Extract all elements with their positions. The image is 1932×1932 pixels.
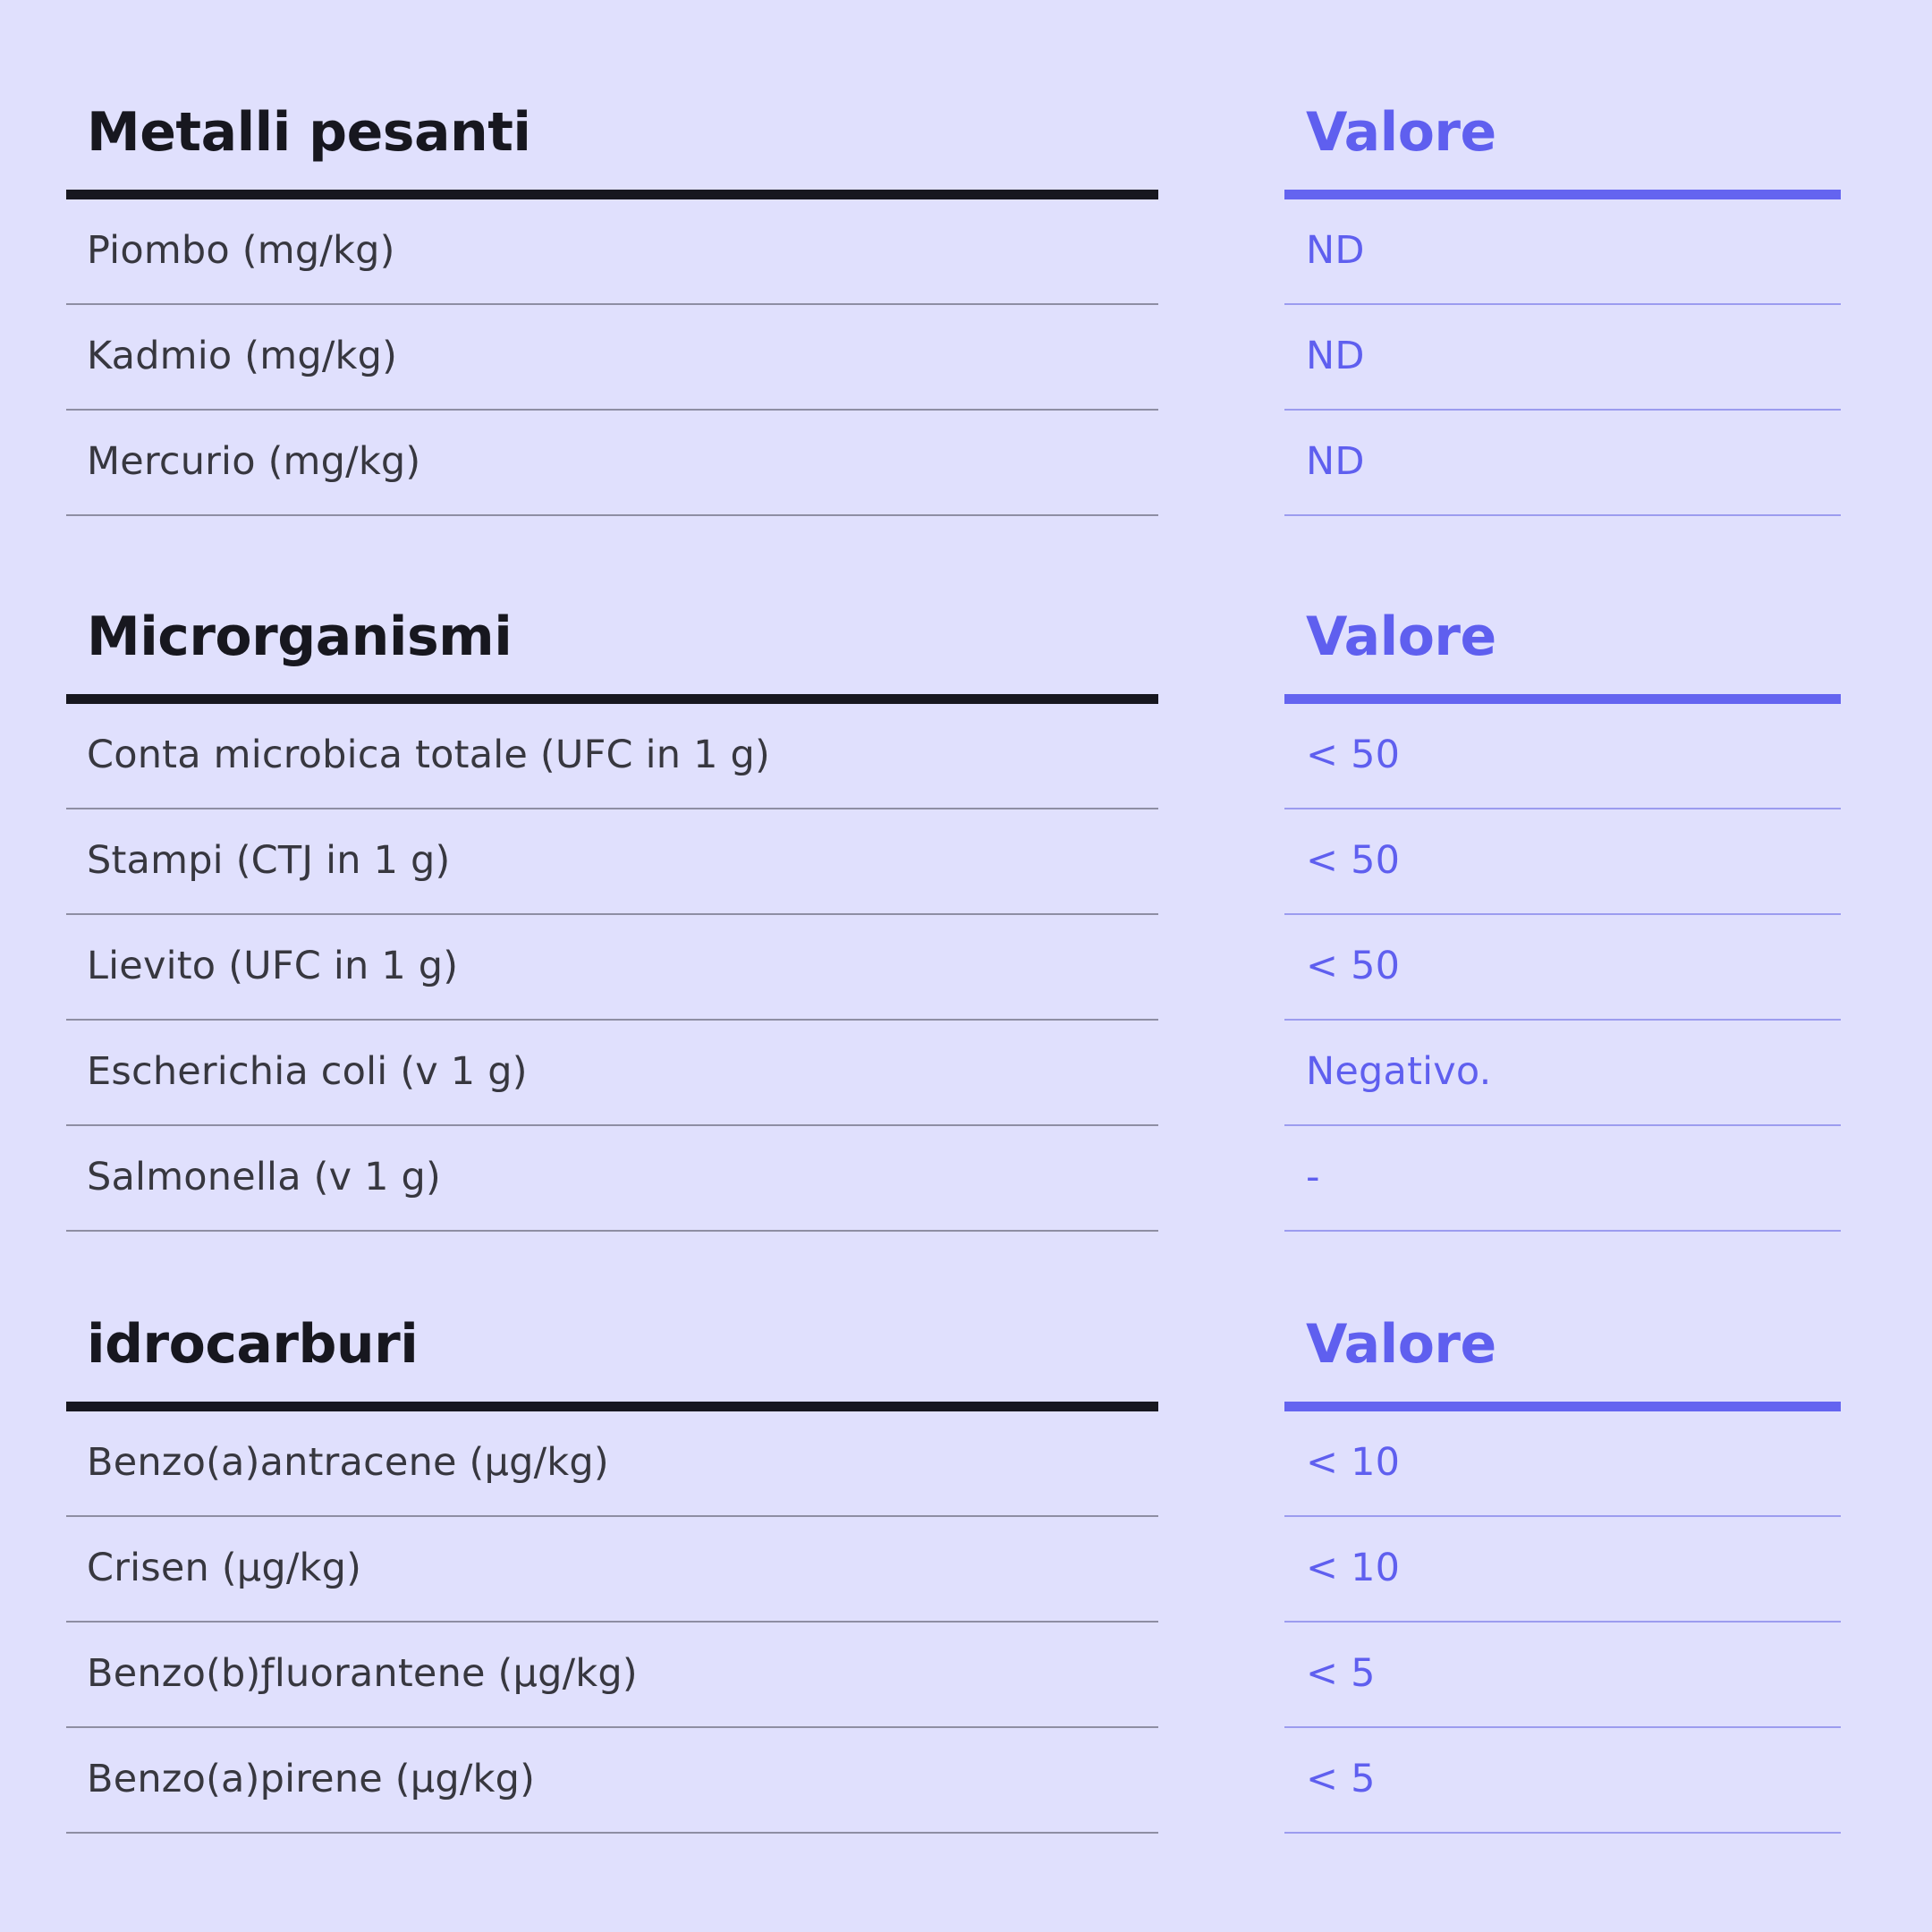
table-row	[66, 1021, 1158, 1126]
value-row	[1284, 1021, 1841, 1126]
table-row	[66, 199, 1158, 305]
heading-divider	[66, 694, 1158, 704]
table-row	[66, 1623, 1158, 1728]
table-row	[66, 1411, 1158, 1517]
idrocarburi-table	[66, 1277, 1158, 1834]
table-row	[66, 411, 1158, 516]
row-value: < 10	[1306, 1546, 1401, 1590]
row-label: Kadmio (mg/kg)	[87, 334, 398, 378]
row-value: ND	[1306, 439, 1365, 484]
table-row	[66, 704, 1158, 809]
value-header: Valore	[1306, 606, 1496, 668]
microrganismi-table	[66, 570, 1158, 1232]
idrocarburi-values	[1284, 1277, 1841, 1834]
row-label: Mercurio (mg/kg)	[87, 439, 421, 484]
row-label: Lievito (UFC in 1 g)	[87, 944, 459, 988]
value-header: Valore	[1306, 101, 1496, 164]
table-row	[66, 809, 1158, 915]
row-value: -	[1306, 1155, 1320, 1199]
table-row	[66, 1728, 1158, 1834]
value-row	[1284, 1623, 1841, 1728]
value-row	[1284, 305, 1841, 411]
section-title: Microrganismi	[87, 606, 513, 668]
metalli-pesanti-values	[1284, 65, 1841, 516]
value-row	[1284, 809, 1841, 915]
value-row	[1284, 199, 1841, 305]
value-heading	[1284, 1277, 1841, 1411]
row-label: Salmonella (v 1 g)	[87, 1155, 441, 1199]
section-heading	[66, 65, 1158, 199]
microrganismi-values	[1284, 570, 1841, 1232]
section-heading	[66, 1277, 1158, 1411]
value-row	[1284, 1411, 1841, 1517]
table-row	[66, 1126, 1158, 1232]
row-label: Piombo (mg/kg)	[87, 228, 395, 273]
value-heading	[1284, 570, 1841, 704]
value-row	[1284, 704, 1841, 809]
row-value: < 50	[1306, 733, 1401, 777]
row-label: Benzo(a)pirene (µg/kg)	[87, 1757, 536, 1801]
row-label: Benzo(b)ƒluorantene (µg/kg)	[87, 1651, 638, 1696]
heading-divider	[66, 190, 1158, 199]
row-value: Negativo.	[1306, 1049, 1492, 1094]
heading-divider	[66, 1402, 1158, 1411]
row-label: Conta microbica totale (UFC in 1 g)	[87, 733, 770, 777]
row-value: ND	[1306, 228, 1365, 273]
value-heading-divider	[1284, 694, 1841, 704]
value-heading-divider	[1284, 190, 1841, 199]
row-value: < 5	[1306, 1757, 1376, 1801]
section-title: idrocarburi	[87, 1313, 419, 1376]
table-row	[66, 1517, 1158, 1623]
row-value: < 5	[1306, 1651, 1376, 1696]
value-row	[1284, 1517, 1841, 1623]
value-header: Valore	[1306, 1313, 1496, 1376]
row-value: < 50	[1306, 838, 1401, 883]
row-label: Benzo(a)antracene (µg/kg)	[87, 1440, 609, 1485]
row-value: < 10	[1306, 1440, 1401, 1485]
value-row	[1284, 1126, 1841, 1232]
table-row	[66, 915, 1158, 1021]
row-label: Crisen (µg/kg)	[87, 1546, 362, 1590]
row-label: Stampi (CTJ in 1 g)	[87, 838, 451, 883]
value-row	[1284, 1728, 1841, 1834]
value-row	[1284, 915, 1841, 1021]
value-row	[1284, 411, 1841, 516]
row-value: ND	[1306, 334, 1365, 378]
section-heading	[66, 570, 1158, 704]
row-value: < 50	[1306, 944, 1401, 988]
metalli-pesanti-table	[66, 65, 1158, 516]
table-row	[66, 305, 1158, 411]
value-heading-divider	[1284, 1402, 1841, 1411]
row-label: Escherichia coli (v 1 g)	[87, 1049, 528, 1094]
section-title: Metalli pesanti	[87, 101, 531, 164]
value-heading	[1284, 65, 1841, 199]
